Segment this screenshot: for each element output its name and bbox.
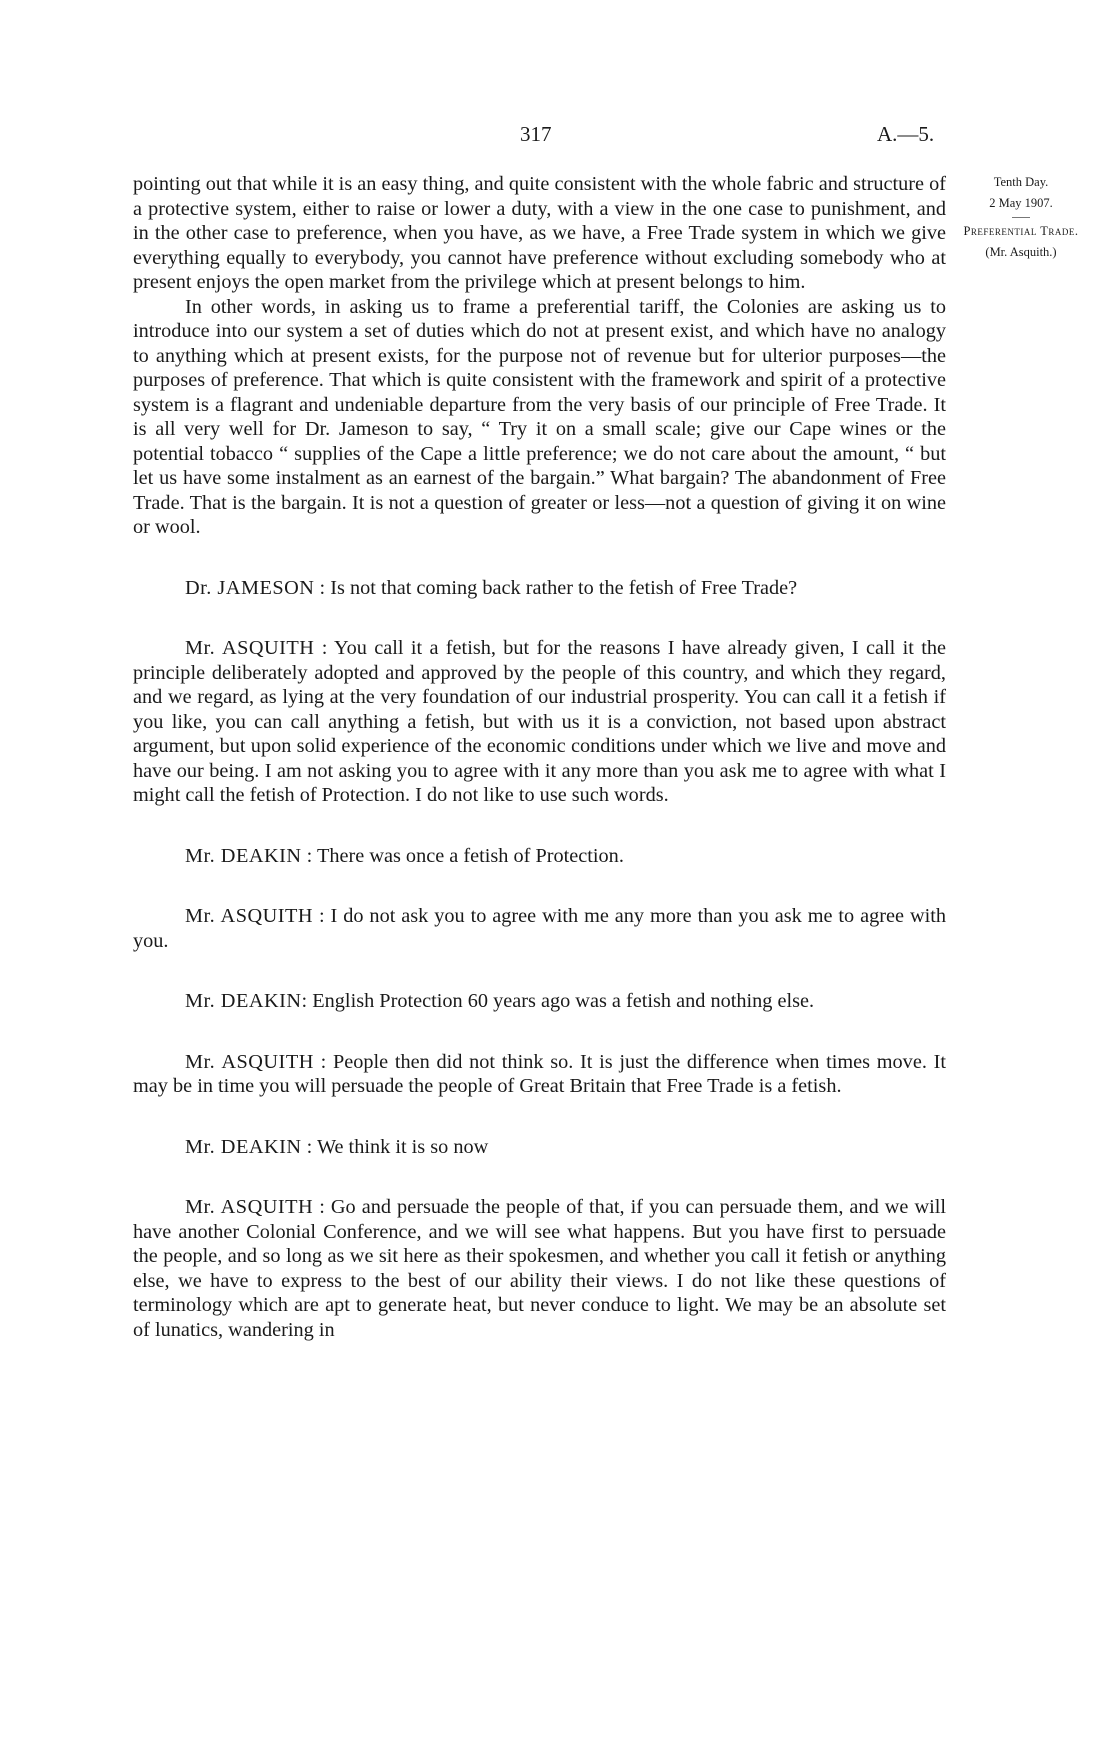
speech-deakin-3: Mr. DEAKIN : We think it is so now xyxy=(185,1135,489,1158)
speech-text: People then did not think so. It is just the difference when times move. It may be in time you will persuade the people of Great Britain that Free Trade is a fetish. xyxy=(133,1050,947,1097)
speech-deakin-2: Mr. DEAKIN: English Protection 60 years ago was a fetish and nothing else. xyxy=(185,990,815,1012)
speech-asquith-2: Mr. ASQUITH : I do not ask you to agree with me any more than you ask me to agree with you. xyxy=(133,905,947,952)
speech-text: I do not ask you to agree with me any more than you ask me to agree with you. xyxy=(133,905,947,952)
speaker-name: Mr. DEAKIN xyxy=(185,844,302,867)
speaker-name: Dr. JAMESON xyxy=(185,576,315,599)
margin-notes xyxy=(962,172,1080,263)
speaker-name: Mr. DEAKIN xyxy=(185,1135,302,1158)
margin-divider xyxy=(1012,217,1030,218)
margin-speaker: (Mr. Asquith.) xyxy=(985,245,1057,259)
speech-asquith-4: Mr. ASQUITH : Go and persuade the people of that, if you can persuade them, and we will have another Colonial Conference, and we will see what happens. But you have first to persuade the people, and so long as we sit here as their spokesmen, and whether you call it fetish or anything else, we have to express to the best of our ability their views. I do not like these questions of terminology which are apt to generate heat, but never conduce to light. We may be an absolute set of lunatics, wandering in xyxy=(133,1196,946,1341)
paragraph-continuation: pointing out that while it is an easy thing, and quite consistent with the whole fabric and structure of a protective system, either to raise or lower a duty, with a view in the one case to punishment, and in the other case to preference, when you have, as we have, a Free Trade system in which we give everything equally to everybody, you cannot have preference without excluding somebody who at present enjoys the open market from the privilege which at present belongs to him. xyxy=(133,173,946,293)
margin-day: Tenth Day. xyxy=(993,175,1049,189)
speech-text: Is not that coming back rather to the fetish of Free Trade? xyxy=(330,576,798,599)
speech-text: We think it is so now xyxy=(316,1135,489,1158)
speaker-name: Mr. DEAKIN xyxy=(185,990,302,1012)
margin-date: 2 May 1907. xyxy=(989,196,1053,210)
speaker-name: Mr. ASQUITH xyxy=(185,905,314,927)
speaker-name: Mr. ASQUITH xyxy=(185,637,315,659)
speech-asquith-1: Mr. ASQUITH : You call it a fetish, but for the reasons I have already given, I call it the principle deliberately adopted and approved by the people of this country, and which they regard, and we regard, as lying at the very foundation of our industrial prosperity. You can call it a fetish if you like, you can call anything a fetish, but with us it is a conviction, not based upon abstract argument, but upon solid experience of the economic conditions under which we live and move and have our being. I am not asking you to agree with it any more than you ask me to agree with what I might call the fetish of Protection. I do not like to use such words. xyxy=(133,637,947,806)
speech-deakin-1: Mr. DEAKIN : There was once a fetish of Protection. xyxy=(185,844,624,867)
speech-jameson-1: Dr. JAMESON : Is not that coming back rather to the fetish of Free Trade? xyxy=(185,576,798,599)
speech-asquith-3: Mr. ASQUITH : People then did not think so. It is just the difference when times move. It may be in time you will persuade the people of Great Britain that Free Trade is a fetish. xyxy=(133,1050,947,1097)
margin-topic: Preferential Trade. xyxy=(963,224,1079,238)
speech-text: You call it a fetish, but for the reasons I have already given, I call it the principle deliberately adopted and approved by the people of this country, and which they regard, and we regard, as lying at the very foundation of our industrial prosperity. You can call it a fetish if you like, you can call anything a fetish, but with us it is a conviction, not based upon abstract argument, but upon solid experience of the economic conditions under which we live and move and have our being. I am not asking you to agree with it any more than you ask me to agree with what I might call the fetish of Protection. I do not like to use such words. xyxy=(133,637,947,806)
paper-reference: A.—5. xyxy=(877,122,935,146)
speech-text: English Protection 60 years ago was a fetish and nothing else. xyxy=(312,990,815,1012)
main-text xyxy=(133,172,946,1342)
page-number: 317 xyxy=(520,122,552,146)
paragraph: In other words, in asking us to frame a preferential tariff, the Colonies are asking us to introduce into our system a set of duties which do not at present exist, and which have no analogy to anything which at present exists, for the purpose not of revenue but for ulterior purposes—the purposes of preference. That which is quite consistent with the framework and spirit of a protective system is a flagrant and undeniable departure from the very basis of our principle of Free Trade. It is all very well for Dr. Jameson to say, “ Try it on a small scale; give our Cape wines or the potential tobacco “ supplies of the Cape a little preference; we do not care about the amount, “ but let us have some instalment as an earnest of the bargain.” What bargain? The abandonment of Free Trade. That is the bargain. It is not a question of greater or less—not a question of giving it on wine or wool. xyxy=(133,295,946,538)
speech-text: Go and persuade the people of that, if you can persuade them, and we will have another Colonial Conference, and we will see what happens. But you have first to persuade the people, and so long as we sit here as their spokesmen, and whether you call it fetish or anything else, we have to express to the best of our ability their views. I do not like these questions of terminology which are apt to generate heat, but never conduce to light. We may be an absolute set of lunatics, wandering in xyxy=(133,1196,946,1341)
speech-text: There was once a fetish of Protection. xyxy=(316,844,624,867)
speaker-name: Mr. ASQUITH xyxy=(185,1196,314,1218)
speaker-name: Mr. ASQUITH xyxy=(185,1050,314,1073)
